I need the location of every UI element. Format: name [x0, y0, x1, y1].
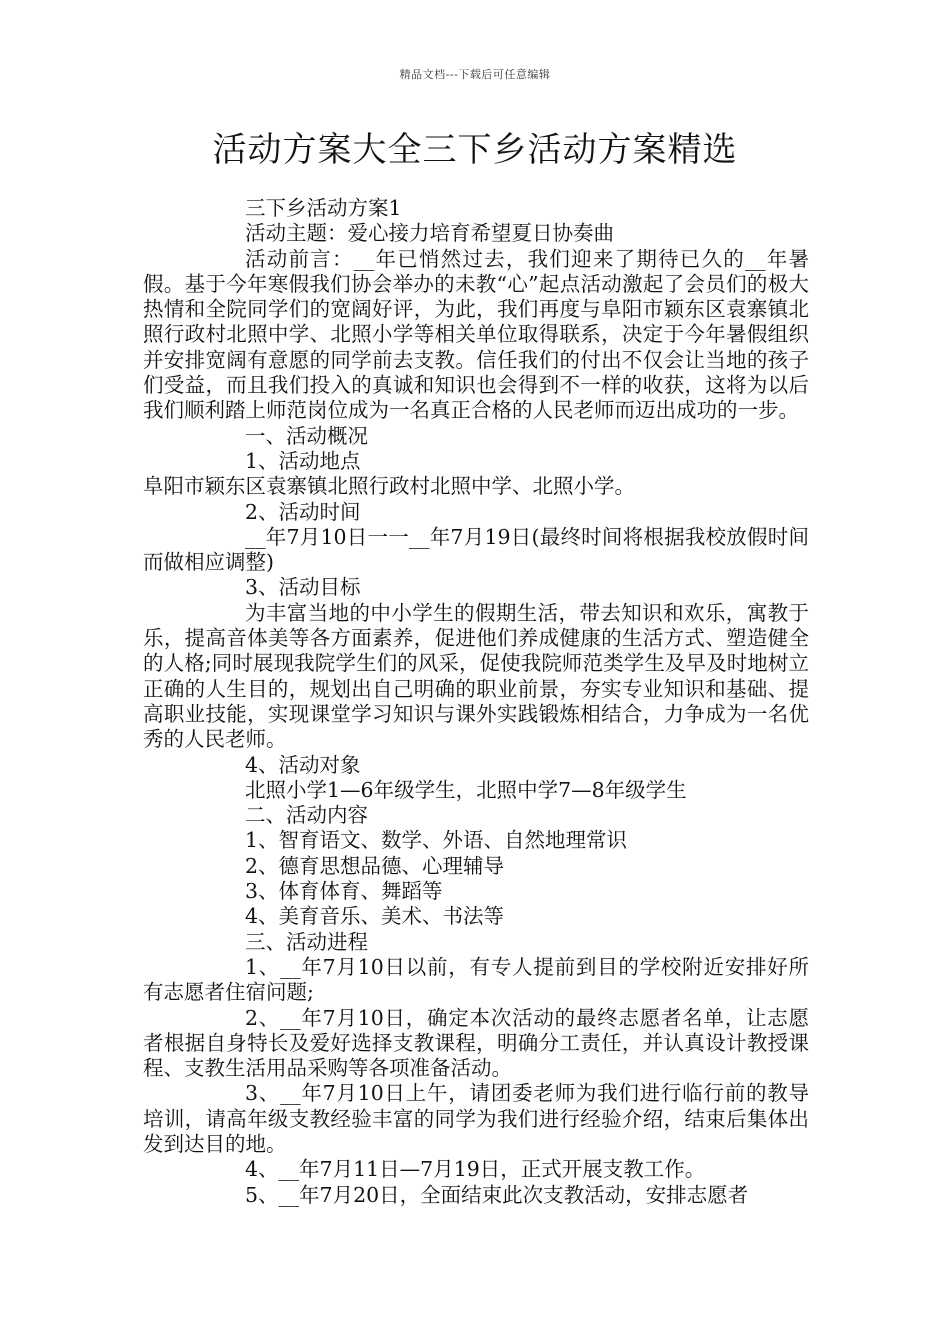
list-item: 2、德育思想品德、心理辅导 — [245, 853, 505, 878]
paragraph-time: __年7月10日一一__年7月19日(最终时间将根据我校放假时间而做相应调整) — [143, 524, 809, 575]
list-item: 2、__年7月10日，确定本次活动的最终志愿者名单，让志愿者根据自身特长及爱好选择支教课程，明确分工责任，并认真设计教授课程、支教生活用品采购等各项准备活动。 — [143, 1005, 809, 1081]
paragraph-theme: 活动主题：爱心接力培育希望夏日协奏曲 — [245, 221, 614, 246]
paragraph-target: 北照小学1—6年级学生，北照中学7—8年级学生 — [245, 777, 687, 802]
heading-location: 1、活动地点 — [245, 448, 361, 473]
paragraph-goal: 为丰富当地的中小学生的假期生活，带去知识和欢乐，寓教于乐，提高音体美等各方面素养，促进他们养成健康的生活方式、塑造健全的人格;同时展现我院学生们的风采，促使我院师范类学生及早及时地树立正确的人生目的，规划出自己明确的职业前景，夯实专业知识和基础、提高职业技能，实现课堂学习知识与课外实践锻炼相结合，力争成为一名优秀的人民老师。 — [143, 600, 809, 752]
paragraph-preface: 活动前言：__年已悄然过去，我们迎来了期待已久的__年暑假。基于今年寒假我们协会举办的未教“心”起点活动激起了会员们的极大热情和全院同学们的宽阔好评，为此，我们再度与阜阳市颖东区袁寨镇北照行政村北照中学、北照小学等相关单位取得联系，决定于今年暑假组织并安排宽阔有意愿的同学前去支教。信任我们的付出不仅会让当地的孩子们受益，而且我们投入的真诚和知识也会得到不一样的收获，这将为以后我们顺利踏上师范岗位成为一名真正合格的人民老师而迈出成功的一步。 — [143, 246, 809, 423]
heading-time: 2、活动时间 — [245, 499, 361, 524]
heading-target: 4、活动对象 — [245, 752, 361, 777]
list-item: 3、__年7月10日上午，请团委老师为我们进行临行前的教导培训，请高年级支教经验丰富的同学为我们进行经验介绍，结束后集体出发到达目的地。 — [143, 1081, 809, 1156]
list-item: 1、智育语文、数学、外语、自然地理常识 — [245, 828, 628, 853]
heading-goal: 3、活动目标 — [245, 575, 361, 600]
list-item: 4、__年7月11日—7月19日，正式开展支教工作。 — [245, 1157, 706, 1182]
heading-overview: 一、活动概况 — [245, 423, 368, 448]
heading-content: 二、活动内容 — [245, 803, 368, 828]
document-title: 活动方案大全三下乡活动方案精选 — [212, 130, 738, 170]
list-item: 4、美育音乐、美术、书法等 — [245, 904, 505, 929]
list-item: 3、体育体育、舞蹈等 — [245, 879, 443, 904]
list-item: 1、__年7月10日以前，有专人提前到目的学校附近安排好所有志愿者住宿问题; — [143, 954, 809, 1005]
list-item: 5、__年7月20日，全面结束此次支教活动，安排志愿者 — [245, 1182, 749, 1207]
page-header: 精品文档---下载后可任意编辑 — [399, 68, 551, 81]
document-body — [143, 196, 809, 1208]
heading-process: 三、活动进程 — [245, 929, 368, 954]
paragraph-location: 阜阳市颖东区袁寨镇北照行政村北照中学、北照小学。 — [143, 474, 635, 499]
paragraph-section-title: 三下乡活动方案1 — [245, 196, 402, 220]
